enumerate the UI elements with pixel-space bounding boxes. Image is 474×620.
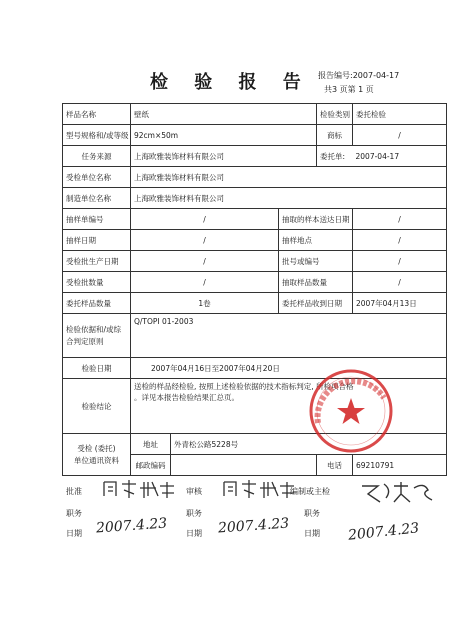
compile-date: 2007.4.23 — [347, 520, 420, 544]
address-label: 地址 — [131, 434, 171, 455]
sampling-no-value: / — [131, 209, 279, 230]
basis-label: 检验依据和/或综合判定原则 — [63, 314, 131, 358]
client-value: 上海欧雅装饰材料有限公司 — [131, 167, 447, 188]
manufacturer-label: 制造单位名称 — [63, 188, 131, 209]
approve-duty-label: 职务 — [66, 509, 82, 518]
approve-date-label: 日期 — [66, 529, 82, 538]
row-task-source — [63, 146, 447, 167]
postcode-value — [171, 455, 317, 476]
postcode-label: 邮政编码 — [131, 455, 171, 476]
report-number-value: 2007-04-17 — [352, 71, 400, 80]
page-count: 共3 页第 1 页 — [324, 85, 374, 94]
sampling-place-value: / — [353, 230, 447, 251]
review-date: 2007.4.23 — [217, 515, 290, 537]
sample-name-label: 样品名称 — [63, 104, 131, 125]
review-label: 审核 — [186, 487, 202, 496]
row-basis — [63, 314, 447, 358]
row-entrusted-qty — [63, 293, 447, 314]
conclusion-line-2: 。详见本报告检验结果汇总页。 — [134, 393, 239, 402]
production-date-label: 受检批生产日期 — [63, 251, 131, 272]
conclusion-line-1: 送检的样品经检验, 按照上述检验依据的技术指标判定, 所检项合格 — [134, 382, 354, 391]
batch-no-label: 批号或编号 — [279, 251, 353, 272]
brand-value: / — [353, 125, 447, 146]
compile-duty-label: 职务 — [304, 509, 320, 518]
commission-date-value: 2007-04-17 — [353, 146, 447, 167]
manufacturer-value: 上海欧雅装饰材料有限公司 — [131, 188, 447, 209]
inspection-type-value: 委托检验 — [353, 104, 447, 125]
conclusion-value — [131, 379, 447, 434]
inspection-type-label: 检验类别 — [317, 104, 353, 125]
page-title: 检 验 报 告 — [150, 72, 311, 93]
reviewer-signature — [220, 478, 300, 500]
contact-label-line-1: 受检 (委托) — [77, 443, 116, 453]
row-client — [63, 167, 447, 188]
official-seal — [308, 368, 394, 454]
sampling-date-value: / — [131, 230, 279, 251]
batch-qty-value: / — [131, 272, 279, 293]
model-value: 92cm×50m — [131, 125, 317, 146]
review-duty-label: 职务 — [186, 509, 202, 518]
contact-label-line-2: 单位通讯资料 — [74, 455, 119, 465]
compile-date-label: 日期 — [304, 529, 320, 538]
production-date-value: / — [131, 251, 279, 272]
batch-qty-label: 受检批数量 — [63, 272, 131, 293]
row-batch-qty — [63, 272, 447, 293]
received-date-label: 委托样品收到日期 — [279, 293, 353, 314]
compile-label: 编制或主检 — [290, 487, 330, 496]
contact-label — [63, 434, 131, 476]
compiler-signature — [358, 480, 438, 504]
report-number-label: 报告编号: — [318, 71, 353, 80]
review-date-label: 日期 — [186, 529, 202, 538]
sample-qty-value: / — [353, 272, 447, 293]
sample-send-date-value: / — [353, 209, 447, 230]
sampling-date-label: 抽样日期 — [63, 230, 131, 251]
entrusted-qty-label: 委托样品数量 — [63, 293, 131, 314]
sampling-no-label: 抽样单编号 — [63, 209, 131, 230]
phone-label: 电话 — [317, 455, 353, 476]
task-source-label: 任务来源 — [63, 146, 131, 167]
brand-label: 商标 — [317, 125, 353, 146]
conclusion-label: 检验结论 — [63, 379, 131, 434]
test-date-value: 2007年04月16日至2007年04月20日 — [131, 358, 447, 379]
sample-qty-label: 抽取样品数量 — [279, 272, 353, 293]
row-sampling-no — [63, 209, 447, 230]
row-sample-name — [63, 104, 447, 125]
batch-no-value: / — [353, 251, 447, 272]
sample-send-date-label: 抽取的样本送达日期 — [279, 209, 353, 230]
approve-label: 批准 — [66, 487, 82, 496]
entrusted-qty-value: 1卷 — [131, 293, 279, 314]
model-label: 型号规格和/或等级 — [63, 125, 131, 146]
commission-date-label: 委托单: — [317, 146, 353, 167]
address-value: 外青松公路5228号 — [171, 434, 447, 455]
task-source-value: 上海欧雅装饰材料有限公司 — [131, 146, 317, 167]
approve-date: 2007.4.23 — [95, 515, 168, 537]
received-date-value: 2007年04月13日 — [353, 293, 447, 314]
phone-value: 69210791 — [353, 455, 447, 476]
basis-value: Q/TOPI 01-2003 — [131, 314, 447, 358]
test-date-label: 检验日期 — [63, 358, 131, 379]
report-number — [318, 70, 399, 81]
row-manufacturer — [63, 188, 447, 209]
sampling-place-label: 抽样地点 — [279, 230, 353, 251]
row-sampling-date — [63, 230, 447, 251]
client-label: 受检单位名称 — [63, 167, 131, 188]
approver-signature — [100, 478, 180, 500]
sample-name-value: 壁纸 — [131, 104, 317, 125]
row-model — [63, 125, 447, 146]
row-production-date — [63, 251, 447, 272]
